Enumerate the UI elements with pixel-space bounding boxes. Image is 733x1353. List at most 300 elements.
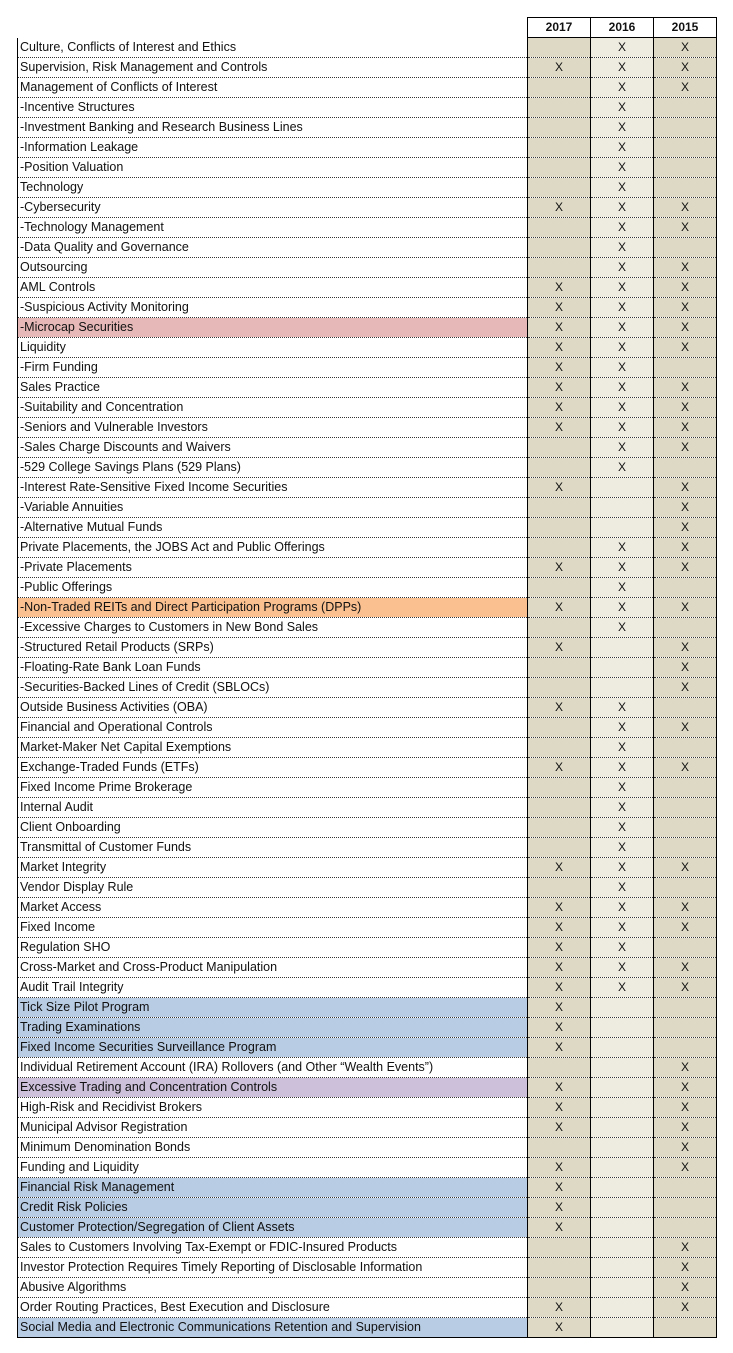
cell-2015-mark	[654, 738, 717, 758]
cell-2017-mark: X	[528, 758, 591, 778]
cell-2016-mark	[591, 998, 654, 1018]
cell-2015-mark	[654, 118, 717, 138]
cell-2015-mark	[654, 1018, 717, 1038]
row-label: -Suspicious Activity Monitoring	[18, 298, 528, 318]
cell-2017-mark	[528, 538, 591, 558]
cell-2015-mark	[654, 238, 717, 258]
cell-2016-mark: X	[591, 538, 654, 558]
table-row	[18, 478, 717, 498]
row-label: Sales to Customers Involving Tax-Exempt or FDIC-Insured Products	[18, 1238, 528, 1258]
cell-2016-mark	[591, 1238, 654, 1258]
cell-2017-mark	[528, 718, 591, 738]
cell-2015-mark: X	[654, 978, 717, 998]
row-label: -529 College Savings Plans (529 Plans)	[18, 458, 528, 478]
cell-2017-mark	[528, 658, 591, 678]
cell-2017-mark: X	[528, 898, 591, 918]
cell-2015-mark	[654, 938, 717, 958]
table-row	[18, 1198, 717, 1218]
cell-2016-mark: X	[591, 878, 654, 898]
table-row	[18, 118, 717, 138]
cell-2015-mark	[654, 878, 717, 898]
cell-2015-mark: X	[654, 38, 717, 58]
cell-2015-mark: X	[654, 1058, 717, 1078]
table-row	[18, 1078, 717, 1098]
row-label: -Excessive Charges to Customers in New Bond Sales	[18, 618, 528, 638]
cell-2016-mark	[591, 1158, 654, 1178]
row-label: Credit Risk Policies	[18, 1198, 528, 1218]
cell-2017-mark	[528, 38, 591, 58]
cell-2017-mark: X	[528, 1098, 591, 1118]
row-label: Internal Audit	[18, 798, 528, 818]
cell-2017-mark	[528, 258, 591, 278]
cell-2016-mark: X	[591, 398, 654, 418]
row-label: Social Media and Electronic Communications Retention and Supervision	[18, 1318, 528, 1338]
cell-2016-mark	[591, 478, 654, 498]
cell-2016-mark: X	[591, 198, 654, 218]
row-label: Vendor Display Rule	[18, 878, 528, 898]
table-row	[18, 578, 717, 598]
column-header-2016: 2016	[591, 18, 654, 38]
table-row	[18, 738, 717, 758]
cell-2017-mark: X	[528, 398, 591, 418]
row-label: Regulation SHO	[18, 938, 528, 958]
cell-2015-mark: X	[654, 58, 717, 78]
table-row	[18, 318, 717, 338]
cell-2016-mark	[591, 518, 654, 538]
row-label: -Sales Charge Discounts and Waivers	[18, 438, 528, 458]
cell-2017-mark: X	[528, 1318, 591, 1338]
cell-2016-mark: X	[591, 698, 654, 718]
cell-2017-mark	[528, 738, 591, 758]
cell-2017-mark	[528, 1138, 591, 1158]
table-row	[18, 798, 717, 818]
table-row	[18, 838, 717, 858]
cell-2016-mark: X	[591, 258, 654, 278]
cell-2017-mark	[528, 1258, 591, 1278]
cell-2015-mark	[654, 1038, 717, 1058]
table-row	[18, 1118, 717, 1138]
cell-2016-mark: X	[591, 78, 654, 98]
cell-2016-mark: X	[591, 598, 654, 618]
cell-2016-mark: X	[591, 758, 654, 778]
cell-2015-mark	[654, 158, 717, 178]
cell-2015-mark: X	[654, 338, 717, 358]
cell-2016-mark: X	[591, 558, 654, 578]
cell-2015-mark: X	[654, 398, 717, 418]
cell-2016-mark: X	[591, 798, 654, 818]
cell-2016-mark	[591, 1318, 654, 1338]
table-row	[18, 958, 717, 978]
column-header-2017: 2017	[528, 18, 591, 38]
cell-2015-mark: X	[654, 918, 717, 938]
cell-2016-mark: X	[591, 358, 654, 378]
row-label: Exchange-Traded Funds (ETFs)	[18, 758, 528, 778]
cell-2016-mark: X	[591, 58, 654, 78]
header-blank-cell	[18, 18, 528, 38]
table-row	[18, 198, 717, 218]
exam-priorities-table	[17, 17, 717, 1338]
priorities-table-container	[17, 17, 717, 1338]
cell-2016-mark: X	[591, 978, 654, 998]
table-row	[18, 378, 717, 398]
table-row	[18, 498, 717, 518]
cell-2015-mark: X	[654, 1098, 717, 1118]
cell-2016-mark: X	[591, 578, 654, 598]
table-row	[18, 418, 717, 438]
cell-2016-mark: X	[591, 918, 654, 938]
cell-2016-mark	[591, 1278, 654, 1298]
cell-2016-mark	[591, 678, 654, 698]
row-label: Financial Risk Management	[18, 1178, 528, 1198]
table-row	[18, 678, 717, 698]
cell-2015-mark: X	[654, 498, 717, 518]
cell-2017-mark	[528, 218, 591, 238]
table-row	[18, 1238, 717, 1258]
cell-2015-mark: X	[654, 438, 717, 458]
cell-2016-mark: X	[591, 838, 654, 858]
column-header-2015: 2015	[654, 18, 717, 38]
cell-2017-mark: X	[528, 198, 591, 218]
cell-2015-mark: X	[654, 198, 717, 218]
table-row	[18, 938, 717, 958]
cell-2017-mark: X	[528, 998, 591, 1018]
cell-2016-mark	[591, 1198, 654, 1218]
row-label: -Structured Retail Products (SRPs)	[18, 638, 528, 658]
table-row	[18, 1098, 717, 1118]
table-row	[18, 558, 717, 578]
row-label: AML Controls	[18, 278, 528, 298]
cell-2016-mark: X	[591, 158, 654, 178]
table-row	[18, 338, 717, 358]
cell-2015-mark	[654, 778, 717, 798]
cell-2017-mark	[528, 438, 591, 458]
table-row	[18, 1278, 717, 1298]
cell-2015-mark	[654, 578, 717, 598]
cell-2017-mark	[528, 878, 591, 898]
cell-2016-mark: X	[591, 318, 654, 338]
cell-2016-mark: X	[591, 858, 654, 878]
cell-2015-mark: X	[654, 898, 717, 918]
cell-2016-mark: X	[591, 98, 654, 118]
cell-2017-mark	[528, 578, 591, 598]
cell-2015-mark	[654, 1318, 717, 1338]
cell-2017-mark	[528, 838, 591, 858]
table-row	[18, 458, 717, 478]
table-row	[18, 1258, 717, 1278]
cell-2016-mark	[591, 1218, 654, 1238]
cell-2015-mark	[654, 98, 717, 118]
table-row	[18, 38, 717, 58]
row-label: Audit Trail Integrity	[18, 978, 528, 998]
table-row	[18, 858, 717, 878]
table-row	[18, 598, 717, 618]
table-row	[18, 1178, 717, 1198]
cell-2015-mark: X	[654, 1138, 717, 1158]
cell-2015-mark: X	[654, 298, 717, 318]
cell-2016-mark: X	[591, 458, 654, 478]
cell-2017-mark: X	[528, 918, 591, 938]
row-label: Technology	[18, 178, 528, 198]
cell-2017-mark: X	[528, 58, 591, 78]
cell-2016-mark	[591, 1018, 654, 1038]
cell-2017-mark	[528, 1278, 591, 1298]
row-label: Market Integrity	[18, 858, 528, 878]
cell-2016-mark: X	[591, 738, 654, 758]
cell-2016-mark: X	[591, 238, 654, 258]
table-row	[18, 918, 717, 938]
row-label: Private Placements, the JOBS Act and Public Offerings	[18, 538, 528, 558]
cell-2015-mark: X	[654, 1238, 717, 1258]
row-label: Client Onboarding	[18, 818, 528, 838]
table-row	[18, 278, 717, 298]
cell-2016-mark	[591, 1058, 654, 1078]
row-label: Fixed Income	[18, 918, 528, 938]
cell-2015-mark: X	[654, 1258, 717, 1278]
table-body	[18, 38, 717, 1338]
row-label: Fixed Income Securities Surveillance Program	[18, 1038, 528, 1058]
table-row	[18, 358, 717, 378]
row-label: Sales Practice	[18, 378, 528, 398]
cell-2015-mark: X	[654, 418, 717, 438]
table-row	[18, 818, 717, 838]
row-label: -Alternative Mutual Funds	[18, 518, 528, 538]
row-label: -Investment Banking and Research Business Lines	[18, 118, 528, 138]
cell-2017-mark: X	[528, 478, 591, 498]
row-label: Investor Protection Requires Timely Reporting of Disclosable Information	[18, 1258, 528, 1278]
cell-2017-mark	[528, 458, 591, 478]
cell-2017-mark: X	[528, 318, 591, 338]
row-label: -Seniors and Vulnerable Investors	[18, 418, 528, 438]
cell-2016-mark: X	[591, 958, 654, 978]
table-row	[18, 398, 717, 418]
cell-2017-mark	[528, 138, 591, 158]
cell-2017-mark: X	[528, 638, 591, 658]
cell-2017-mark	[528, 1058, 591, 1078]
cell-2016-mark: X	[591, 818, 654, 838]
row-label: -Securities-Backed Lines of Credit (SBLOCs)	[18, 678, 528, 698]
cell-2016-mark: X	[591, 378, 654, 398]
table-row	[18, 258, 717, 278]
cell-2017-mark	[528, 618, 591, 638]
row-label: -Private Placements	[18, 558, 528, 578]
cell-2015-mark	[654, 838, 717, 858]
cell-2016-mark	[591, 1258, 654, 1278]
cell-2015-mark: X	[654, 638, 717, 658]
row-label: Market Access	[18, 898, 528, 918]
cell-2015-mark: X	[654, 958, 717, 978]
row-label: -Cybersecurity	[18, 198, 528, 218]
table-row	[18, 978, 717, 998]
cell-2017-mark: X	[528, 698, 591, 718]
row-label: Outsourcing	[18, 258, 528, 278]
row-label: -Floating-Rate Bank Loan Funds	[18, 658, 528, 678]
table-row	[18, 1138, 717, 1158]
row-label: Culture, Conflicts of Interest and Ethics	[18, 38, 528, 58]
table-row	[18, 58, 717, 78]
cell-2016-mark: X	[591, 438, 654, 458]
cell-2017-mark: X	[528, 1218, 591, 1238]
cell-2016-mark: X	[591, 778, 654, 798]
cell-2015-mark: X	[654, 78, 717, 98]
table-row	[18, 238, 717, 258]
row-label: Management of Conflicts of Interest	[18, 78, 528, 98]
row-label: -Microcap Securities	[18, 318, 528, 338]
row-label: Financial and Operational Controls	[18, 718, 528, 738]
cell-2017-mark: X	[528, 1178, 591, 1198]
cell-2016-mark: X	[591, 278, 654, 298]
row-label: -Position Valuation	[18, 158, 528, 178]
row-label: -Firm Funding	[18, 358, 528, 378]
row-label: Excessive Trading and Concentration Controls	[18, 1078, 528, 1098]
table-row	[18, 78, 717, 98]
cell-2017-mark	[528, 798, 591, 818]
cell-2015-mark: X	[654, 558, 717, 578]
row-label: -Variable Annuities	[18, 498, 528, 518]
row-label: Municipal Advisor Registration	[18, 1118, 528, 1138]
cell-2016-mark	[591, 1178, 654, 1198]
cell-2015-mark: X	[654, 598, 717, 618]
cell-2015-mark	[654, 998, 717, 1018]
cell-2015-mark	[654, 178, 717, 198]
cell-2017-mark	[528, 158, 591, 178]
cell-2015-mark: X	[654, 218, 717, 238]
cell-2015-mark: X	[654, 478, 717, 498]
cell-2017-mark: X	[528, 358, 591, 378]
table-row	[18, 658, 717, 678]
cell-2015-mark	[654, 618, 717, 638]
cell-2015-mark: X	[654, 1298, 717, 1318]
table-row	[18, 878, 717, 898]
cell-2016-mark: X	[591, 418, 654, 438]
cell-2015-mark	[654, 1198, 717, 1218]
row-label: High-Risk and Recidivist Brokers	[18, 1098, 528, 1118]
cell-2015-mark: X	[654, 1158, 717, 1178]
row-label: Individual Retirement Account (IRA) Rollovers (and Other “Wealth Events”)	[18, 1058, 528, 1078]
table-row	[18, 438, 717, 458]
cell-2016-mark	[591, 638, 654, 658]
table-row	[18, 158, 717, 178]
row-label: Minimum Denomination Bonds	[18, 1138, 528, 1158]
cell-2015-mark: X	[654, 718, 717, 738]
cell-2016-mark: X	[591, 138, 654, 158]
cell-2017-mark: X	[528, 278, 591, 298]
table-row	[18, 538, 717, 558]
cell-2016-mark	[591, 1098, 654, 1118]
cell-2016-mark	[591, 1298, 654, 1318]
cell-2016-mark: X	[591, 38, 654, 58]
cell-2016-mark: X	[591, 718, 654, 738]
cell-2017-mark	[528, 238, 591, 258]
cell-2015-mark: X	[654, 538, 717, 558]
cell-2017-mark: X	[528, 1198, 591, 1218]
cell-2016-mark	[591, 1078, 654, 1098]
row-label: Supervision, Risk Management and Controls	[18, 58, 528, 78]
table-row	[18, 178, 717, 198]
cell-2016-mark: X	[591, 178, 654, 198]
cell-2017-mark: X	[528, 598, 591, 618]
table-row	[18, 518, 717, 538]
cell-2015-mark	[654, 798, 717, 818]
cell-2017-mark: X	[528, 978, 591, 998]
cell-2016-mark: X	[591, 898, 654, 918]
cell-2017-mark: X	[528, 938, 591, 958]
cell-2016-mark: X	[591, 298, 654, 318]
cell-2015-mark: X	[654, 278, 717, 298]
table-row	[18, 758, 717, 778]
row-label: Outside Business Activities (OBA)	[18, 698, 528, 718]
row-label: Transmittal of Customer Funds	[18, 838, 528, 858]
row-label: Liquidity	[18, 338, 528, 358]
cell-2017-mark: X	[528, 958, 591, 978]
table-row	[18, 1318, 717, 1338]
cell-2015-mark	[654, 698, 717, 718]
table-row	[18, 698, 717, 718]
cell-2017-mark	[528, 678, 591, 698]
row-label: Tick Size Pilot Program	[18, 998, 528, 1018]
cell-2016-mark: X	[591, 938, 654, 958]
cell-2016-mark: X	[591, 218, 654, 238]
cell-2017-mark	[528, 98, 591, 118]
table-row	[18, 718, 717, 738]
cell-2015-mark	[654, 818, 717, 838]
row-label: Funding and Liquidity	[18, 1158, 528, 1178]
cell-2015-mark	[654, 358, 717, 378]
cell-2015-mark: X	[654, 858, 717, 878]
row-label: -Technology Management	[18, 218, 528, 238]
cell-2015-mark: X	[654, 378, 717, 398]
cell-2017-mark	[528, 498, 591, 518]
table-row	[18, 1058, 717, 1078]
table-row	[18, 98, 717, 118]
cell-2015-mark: X	[654, 518, 717, 538]
table-row	[18, 1018, 717, 1038]
row-label: Fixed Income Prime Brokerage	[18, 778, 528, 798]
cell-2017-mark: X	[528, 378, 591, 398]
cell-2017-mark	[528, 118, 591, 138]
table-row	[18, 898, 717, 918]
cell-2015-mark: X	[654, 258, 717, 278]
cell-2016-mark	[591, 1118, 654, 1138]
cell-2017-mark: X	[528, 418, 591, 438]
cell-2017-mark: X	[528, 858, 591, 878]
cell-2015-mark	[654, 138, 717, 158]
header-row	[18, 18, 717, 38]
cell-2016-mark: X	[591, 118, 654, 138]
cell-2017-mark	[528, 178, 591, 198]
row-label: -Public Offerings	[18, 578, 528, 598]
cell-2015-mark: X	[654, 318, 717, 338]
cell-2015-mark: X	[654, 1278, 717, 1298]
cell-2017-mark	[528, 1238, 591, 1258]
row-label: -Suitability and Concentration	[18, 398, 528, 418]
table-row	[18, 298, 717, 318]
cell-2017-mark: X	[528, 1038, 591, 1058]
cell-2017-mark	[528, 818, 591, 838]
cell-2017-mark: X	[528, 298, 591, 318]
table-row	[18, 618, 717, 638]
row-label: -Interest Rate-Sensitive Fixed Income Securities	[18, 478, 528, 498]
table-row	[18, 138, 717, 158]
cell-2017-mark: X	[528, 338, 591, 358]
row-label: -Non-Traded REITs and Direct Participation Programs (DPPs)	[18, 598, 528, 618]
cell-2016-mark	[591, 1038, 654, 1058]
table-row	[18, 218, 717, 238]
row-label: Abusive Algorithms	[18, 1278, 528, 1298]
cell-2017-mark: X	[528, 558, 591, 578]
table-row	[18, 1298, 717, 1318]
cell-2015-mark: X	[654, 1078, 717, 1098]
cell-2016-mark	[591, 658, 654, 678]
